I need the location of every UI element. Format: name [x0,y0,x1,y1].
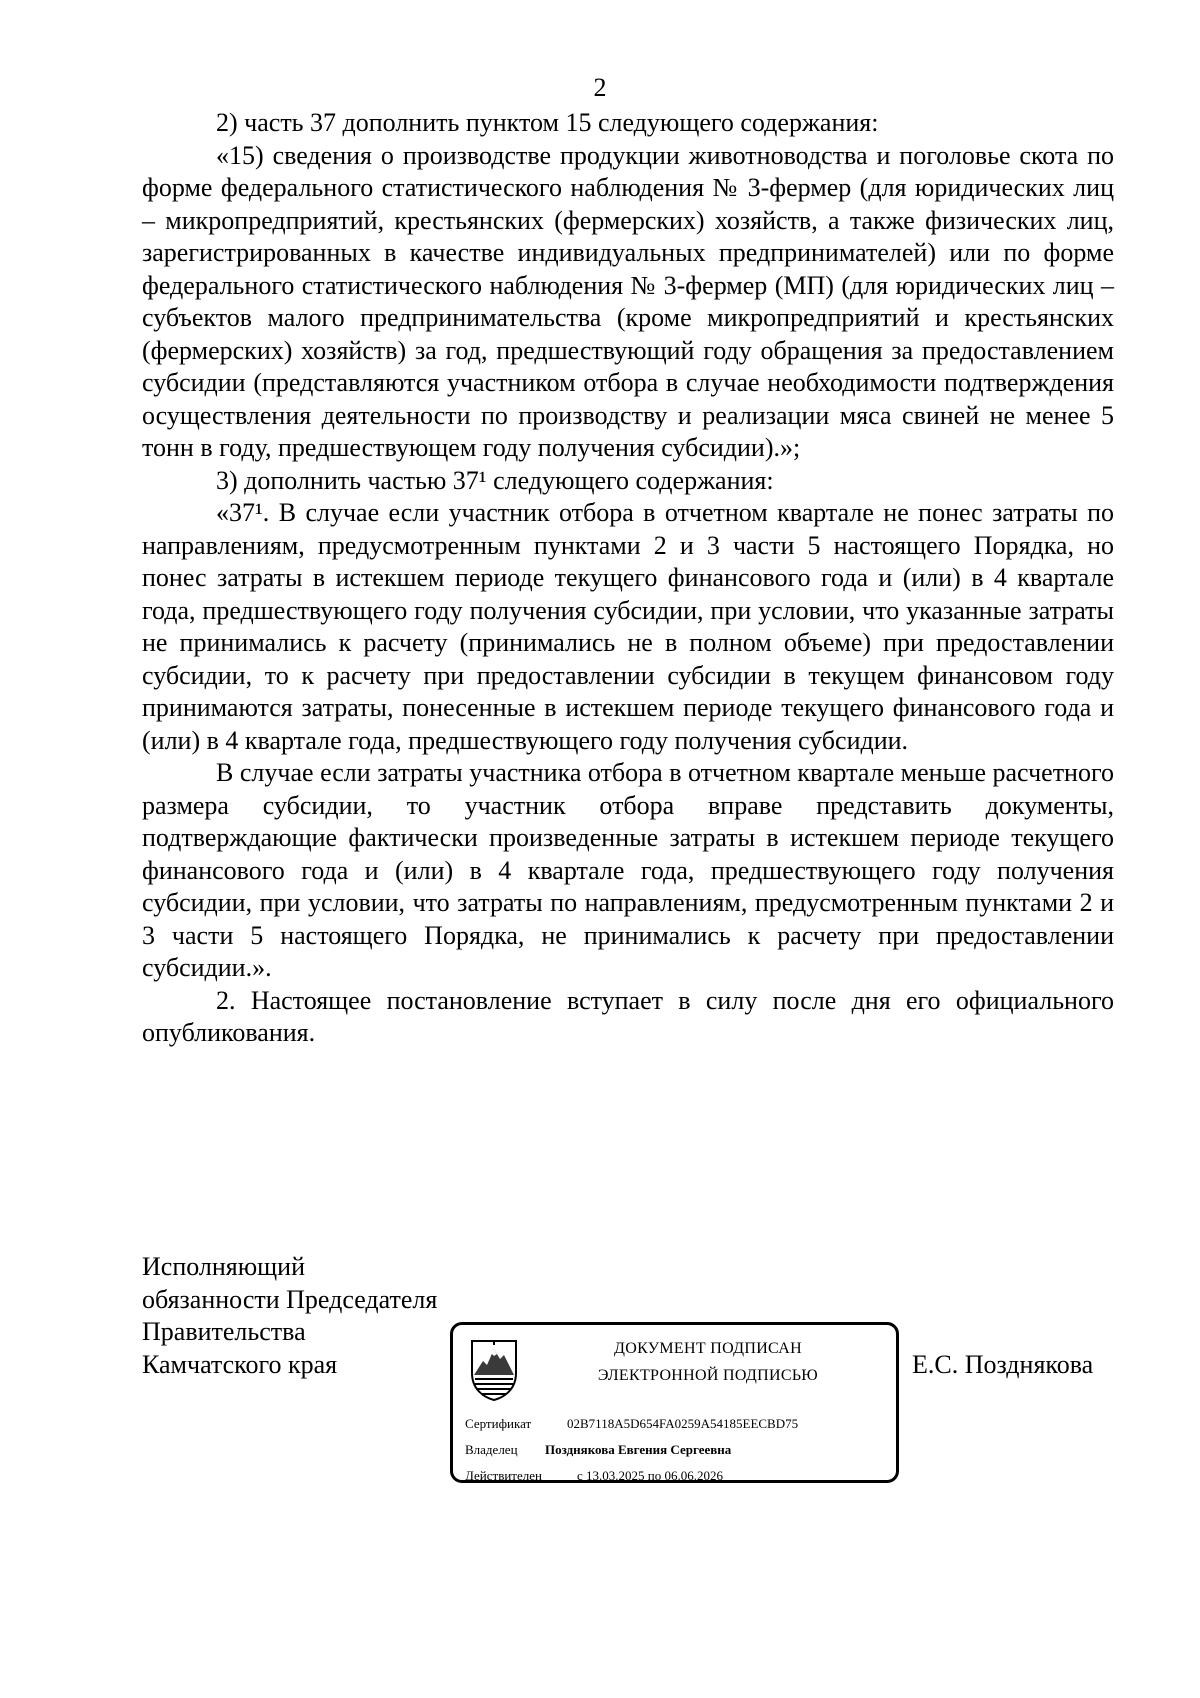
paragraph-part-37-1-continued: В случае если затраты участника отбора в отчетном квартале меньше расчетного размера субсидии, то участник отбора вправе представить документы, подтверждающие фактически произведенные затраты в истекшем периоде текущего финансового года и (или) в 4 квартале года, предшествующего году получения субсидии, при условии, что затраты по направлениям, предусмотренным пунктами 2 и 3 части 5 настоящего Порядка, не принимались к расчету при предоставлении субсидии.». [142,758,1114,982]
paragraph-effective-date: 2. Настоящее постановление вступает в силу после дня его официального опубликования. [142,985,1114,1047]
signatory-position-line: Камчатского края [142,1349,338,1379]
paragraph-part-37-1: «37¹. В случае если участник отбора в отчетном квартале не понес затраты по направлениям, предусмотренным пунктами 2 и 3 части 5 настоящего Порядка, но понес затраты в истекшем периоде текущего финансового года и (или) в 4 квартале года, предшествующего году получения субсидии, при условии, что указанные затраты не принимались к расчету (принимались не в полном объеме) при предоставлении субсидии, то к расчету при предоставлении субсидии в текущем финансовом году принимаются затраты, понесенные в истекшем периоде текущего финансового года и (или) в 4 квартале года, предшествующего году получения субсидии. [142,498,1114,755]
stamp-title-line: ДОКУМЕНТ ПОДПИСАН [614,1340,802,1357]
validity-value: с 13.03.2025 по 06.06.2026 [577,1468,723,1483]
kamchatka-emblem-icon [467,1337,521,1401]
stamp-title [543,1335,873,1389]
paragraph-item-2: 2) часть 37 дополнить пунктом 15 следующего содержания: [216,108,879,137]
paragraph-item-3: 3) дополнить частью 37¹ следующего содержания: [216,465,774,495]
electronic-signature-stamp [450,1322,899,1483]
owner-label: Владелец [465,1442,518,1457]
stamp-certificate-row [465,1416,798,1432]
signer-name: Е.С. Позднякова [912,1350,1094,1379]
document-body [142,107,1114,1050]
signatory-position-line: обязанности Председателя [142,1284,438,1314]
signatory-position-line: Правительства [142,1317,306,1346]
stamp-title-line: ЭЛЕКТРОННОЙ ПОДПИСЬЮ [597,1367,819,1384]
stamp-owner-row [465,1442,731,1458]
validity-label: Действителен [465,1468,542,1483]
certificate-label: Сертификат [465,1416,532,1431]
owner-value: Позднякова Евгения Сергеевна [545,1442,732,1457]
stamp-validity-row [465,1468,723,1484]
signatory-position-line: Исполняющий [142,1252,306,1281]
page-number: 2 [593,73,607,102]
certificate-value: 02B7118A5D654FA0259A54185EECBD75 [567,1416,799,1431]
paragraph-subitem-15: «15) сведения о производстве продукции животноводства и поголовье скота по форме федерального статистического наблюдения № 3-фермер (для юридических лиц – микропредприятий, крестьянских (фермерских) хозяйств, а также физических лиц, зарегистрированных в качестве индивидуальных предпринимателей) или по форме федерального статистического наблюдения № 3-фермер (МП) (для юридических лиц – субъектов малого предпринимательства (кроме микропредприятий и крестьянских (фермерских) хозяйств) за год, предшествующий году обращения за предоставлением субсидии (представляются участником отбора в случае необходимости подтверждения осуществления деятельности по производству и реализации мяса свиней не менее 5 тонн в году, предшествующем году получения субсидии).»; [142,140,1114,462]
